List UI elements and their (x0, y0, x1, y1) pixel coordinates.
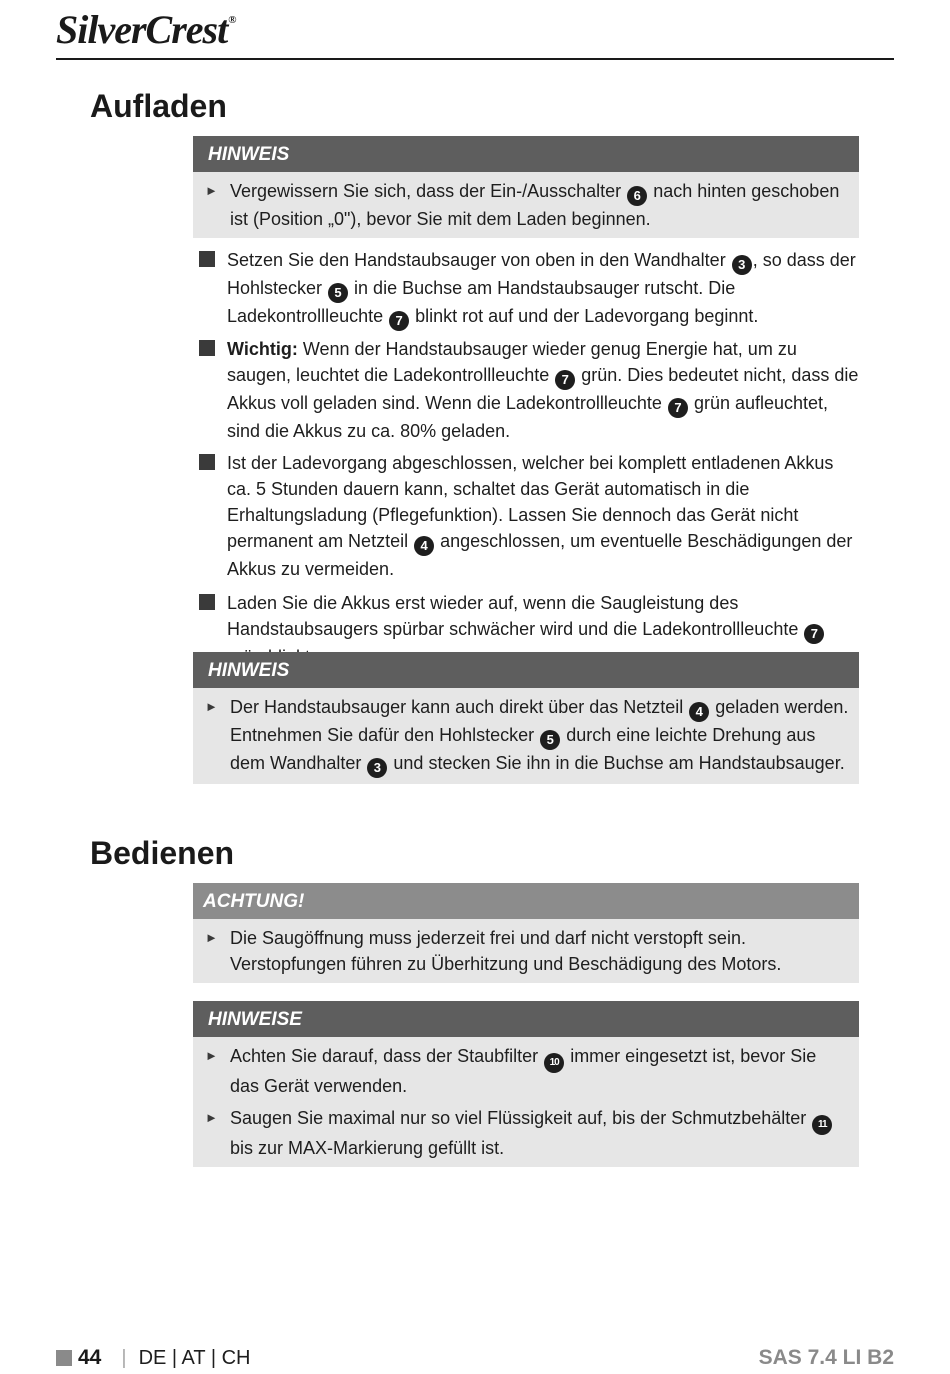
list-item (199, 450, 861, 582)
notice-item (205, 694, 849, 778)
language-codes: DE | AT | CH (138, 1347, 251, 1369)
reference-number: 5 (540, 730, 560, 750)
notice-body (193, 919, 859, 983)
notice-item-text: Die Saugöffnung muss jederzeit frei und darf nicht verstopft sein. Verstopfungen führen zu Überhitzung und Beschädigung des Motors. (230, 928, 782, 974)
brand-logo: SilverCrest® (56, 7, 236, 52)
list-item (199, 336, 861, 444)
reference-number: 10 (544, 1053, 564, 1073)
arrow-bullet-icon: ► (205, 699, 218, 714)
reference-number: 3 (367, 758, 387, 778)
notice-body (193, 1037, 859, 1167)
notice-label: HINWEISE (193, 1001, 859, 1037)
notices-box-operation (193, 1001, 859, 1167)
notice-item-text: Der Handstaubsauger kann auch direkt über das Netzteil 4 geladen werden. Entnehmen Sie dafür den Hohlstecker 5 durch eine leichte Drehung aus dem Wandhalter 3 und stecken Sie ihn in die Buchse am Handstaubsauger. (230, 694, 849, 778)
bullet-square (199, 251, 215, 267)
notice-item (205, 1105, 849, 1161)
notice-item-text: Saugen Sie maximal nur so viel Flüssigkeit auf, bis der Schmutzbehälter 11 bis zur MAX-Markierung gefüllt ist. (230, 1105, 849, 1161)
section-title-bedienen: Bedienen (90, 835, 235, 871)
reference-number: 11 (812, 1115, 832, 1135)
notice-item (205, 925, 849, 977)
page-number: 44 (78, 1346, 102, 1369)
arrow-bullet-icon: ► (205, 1110, 218, 1125)
section-title-aufladen: Aufladen (90, 88, 227, 124)
reference-number: 7 (668, 398, 688, 418)
reference-number: 3 (732, 255, 752, 275)
bullet-square (199, 454, 215, 470)
notice-label: HINWEIS (193, 652, 859, 688)
arrow-bullet-icon: ► (205, 1048, 218, 1063)
header-rule (56, 58, 894, 60)
notice-item-text: Achten Sie darauf, dass der Staubfilter 10 immer eingesetzt ist, bevor Sie das Gerät verwenden. (230, 1046, 817, 1096)
notice-label: HINWEIS (193, 136, 859, 172)
notice-body (193, 688, 859, 784)
notice-box-direct-charging (193, 652, 859, 784)
reference-number: 5 (328, 283, 348, 303)
notice-item-text: Vergewissern Sie sich, dass der Ein-/Ausschalter 6 nach hinten geschoben ist (Position „0"), bevor Sie mit dem Laden beginnen. (230, 181, 840, 229)
caution-box (193, 883, 859, 983)
notice-box-charging (193, 136, 859, 238)
list-item-text: Laden Sie die Akkus erst wieder auf, wenn die Saugleistung des Handstaubsaugers spürbar schwächer wird und die Ladekontrollleuchte 7 (227, 590, 861, 670)
important-label: Wichtig: (227, 339, 298, 359)
list-item-text: Ist der Ladevorgang abgeschlossen, welcher bei komplett entladenen Akkus ca. 5 Stunden dauern kann, schaltet das Gerät automatisch in die Erhaltungsladung (Pflegefunktion). Lassen Sie dennoch das Gerät nicht permanent am Netzteil 4 angeschlossen, um eventuelle Beschädigungen der Akkus zu vermeiden. (227, 453, 853, 579)
arrow-bullet-icon: ► (205, 183, 218, 198)
notice-body (193, 172, 859, 238)
list-item-text: Setzen Sie den Handstaubsauger von oben in den Wandhalter 3 , so dass der Hohlstecker 5 in die Buchse am Handstaubsauger rutscht. Die Ladekontrollleuchte 7 blinkt rot auf und der Ladevorgang beginnt. (227, 247, 861, 331)
reference-number: 7 (389, 311, 409, 331)
reference-number: 7 (804, 624, 824, 644)
caution-label: ACHTUNG! (193, 883, 859, 919)
arrow-bullet-icon: ► (205, 930, 218, 945)
reference-number: 7 (555, 370, 575, 390)
notice-item (205, 1043, 849, 1099)
page-footer-left (56, 1343, 250, 1373)
reference-number: 6 (627, 186, 647, 206)
bullet-square (199, 594, 215, 610)
list-item-text: Wichtig: Wenn der Handstaubsauger wieder genug Energie hat, um zu saugen, leuchtet die Ladekontrollleuchte 7 grün. Dies bedeutet nicht, dass die Akkus voll geladen sind. Wenn die Ladekontrollleuchte 7 grün aufleuchtet, sind die Akkus zu ca. 80% geladen. (227, 339, 859, 441)
reference-number: 4 (414, 536, 434, 556)
model-number: SAS 7.4 LI B2 (758, 1346, 894, 1369)
list-item (199, 247, 861, 331)
footer-square (56, 1350, 72, 1366)
notice-item (205, 178, 849, 232)
footer-divider: | (121, 1347, 127, 1369)
bullet-square (199, 340, 215, 356)
reference-number: 4 (689, 702, 709, 722)
